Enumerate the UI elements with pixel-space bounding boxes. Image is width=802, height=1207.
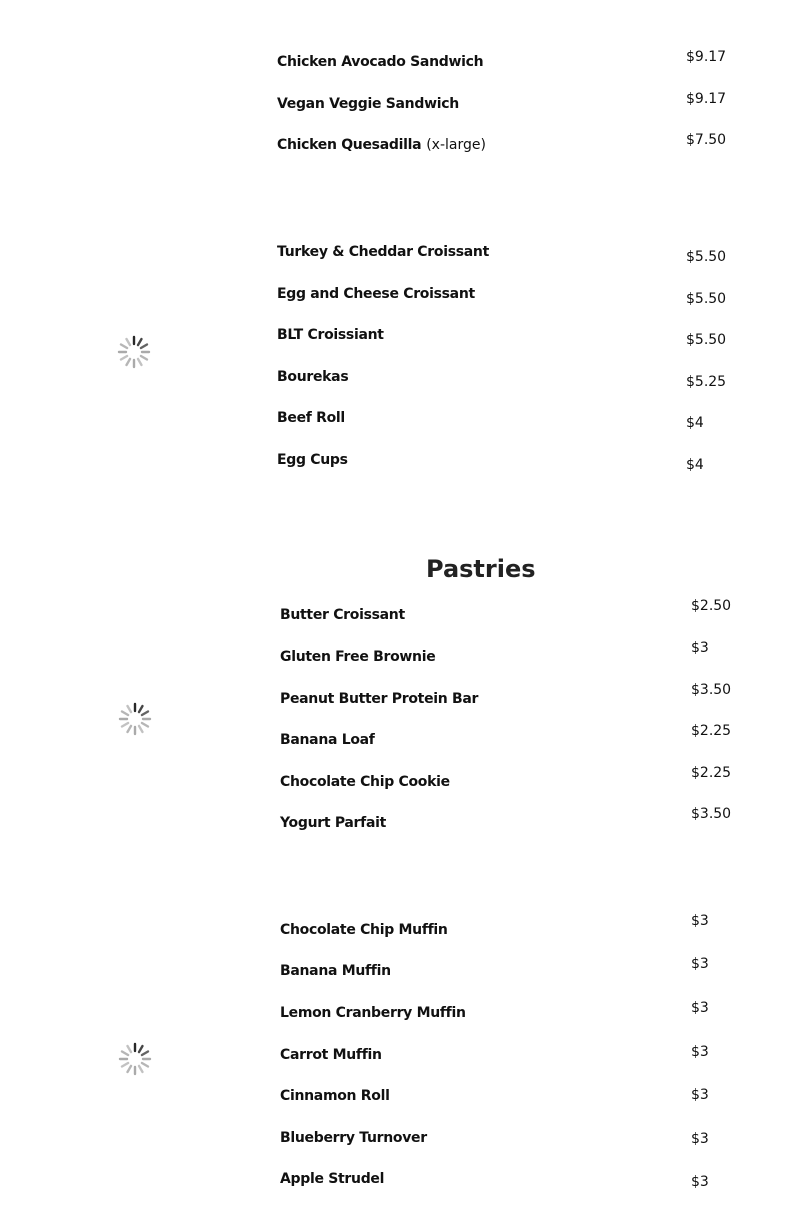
menu-item-price: $5.25 bbox=[686, 374, 727, 390]
menu-item-price: $7.50 bbox=[686, 132, 727, 148]
spinner-spoke bbox=[141, 356, 147, 360]
spinner-spoke bbox=[142, 1052, 148, 1056]
menu-item-name: Gluten Free Brownie bbox=[280, 649, 436, 665]
spinner-spoke bbox=[139, 1066, 143, 1072]
menu-item-price: $3 bbox=[691, 913, 709, 929]
menu-item-price: $3 bbox=[691, 1087, 709, 1103]
menu-item-price: $3 bbox=[691, 1044, 709, 1060]
spinner-spoke bbox=[139, 1046, 143, 1052]
menu-item-name: Cinnamon Roll bbox=[280, 1088, 390, 1104]
menu-item-name: Egg Cups bbox=[277, 452, 348, 468]
spinner-spoke bbox=[142, 723, 148, 727]
spinner-spoke bbox=[139, 706, 143, 712]
menu-item-price: $5.50 bbox=[686, 332, 727, 348]
spinner-spoke bbox=[138, 359, 142, 365]
menu-item-price: $3 bbox=[691, 1131, 709, 1147]
menu-item-name: Chicken Avocado Sandwich bbox=[277, 54, 484, 70]
menu-item-name: BLT Croissiant bbox=[277, 327, 384, 343]
spinner-spoke bbox=[142, 712, 148, 716]
spinner-spoke bbox=[121, 356, 127, 360]
menu-item-name: Yogurt Parfait bbox=[280, 815, 386, 831]
loading-spinner-icon bbox=[117, 335, 151, 369]
spinner-spoke bbox=[128, 1066, 132, 1072]
menu-item-name: Chocolate Chip Muffin bbox=[280, 922, 448, 938]
menu-item-name: Apple Strudel bbox=[280, 1171, 385, 1187]
menu-item-name: Beef Roll bbox=[277, 410, 345, 426]
spinner-spoke bbox=[128, 706, 132, 712]
spinner-spoke bbox=[142, 1063, 148, 1067]
menu-item-price: $5.50 bbox=[686, 249, 727, 265]
menu-item-name: Egg and Cheese Croissant bbox=[277, 286, 475, 302]
section-title: Pastries bbox=[426, 555, 536, 583]
loading-spinner-icon bbox=[118, 1042, 152, 1076]
menu-item-price: $9.17 bbox=[686, 49, 727, 65]
menu-item-name: Bourekas bbox=[277, 369, 349, 385]
menu-item-price: $3.50 bbox=[691, 806, 732, 822]
menu-item-price: $4 bbox=[686, 415, 704, 431]
menu-item-price: $5.50 bbox=[686, 291, 727, 307]
spinner-spoke bbox=[128, 726, 132, 732]
menu-item-price: $3 bbox=[691, 1174, 709, 1190]
menu-item-price: $3 bbox=[691, 956, 709, 972]
menu-item-name: Banana Loaf bbox=[280, 732, 375, 748]
menu-item-name: Chicken Quesadilla (x-large) bbox=[277, 137, 486, 153]
menu-item-price: $2.50 bbox=[691, 598, 732, 614]
menu-item-name: Chocolate Chip Cookie bbox=[280, 774, 450, 790]
spinner-spoke bbox=[122, 712, 128, 716]
spinner-spoke bbox=[138, 339, 142, 345]
menu-item-price: $4 bbox=[686, 457, 704, 473]
spinner-spoke bbox=[127, 359, 131, 365]
menu-item-price: $3 bbox=[691, 640, 709, 656]
menu-item-name: Peanut Butter Protein Bar bbox=[280, 691, 479, 707]
menu-item-name: Turkey & Cheddar Croissant bbox=[277, 244, 489, 260]
menu-item-name: Banana Muffin bbox=[280, 963, 391, 979]
menu-item-note: (x-large) bbox=[426, 137, 486, 153]
spinner-spoke bbox=[122, 1063, 128, 1067]
menu-item-name: Lemon Cranberry Muffin bbox=[280, 1005, 466, 1021]
spinner-spoke bbox=[139, 726, 143, 732]
spinner-spoke bbox=[122, 1052, 128, 1056]
spinner-spoke bbox=[127, 339, 131, 345]
spinner-spoke bbox=[141, 345, 147, 349]
spinner-spoke bbox=[121, 345, 127, 349]
menu-item-price: $3 bbox=[691, 1000, 709, 1016]
menu-item-price: $9.17 bbox=[686, 91, 727, 107]
menu-item-name: Vegan Veggie Sandwich bbox=[277, 96, 459, 112]
menu-item-name: Blueberry Turnover bbox=[280, 1130, 427, 1146]
menu-item-name: Butter Croissant bbox=[280, 607, 405, 623]
spinner-spoke bbox=[122, 723, 128, 727]
menu-item-price: $2.25 bbox=[691, 723, 732, 739]
loading-spinner-icon bbox=[118, 702, 152, 736]
spinner-spoke bbox=[128, 1046, 132, 1052]
menu-item-price: $2.25 bbox=[691, 765, 732, 781]
menu-item-price: $3.50 bbox=[691, 682, 732, 698]
menu-item-name: Carrot Muffin bbox=[280, 1047, 382, 1063]
